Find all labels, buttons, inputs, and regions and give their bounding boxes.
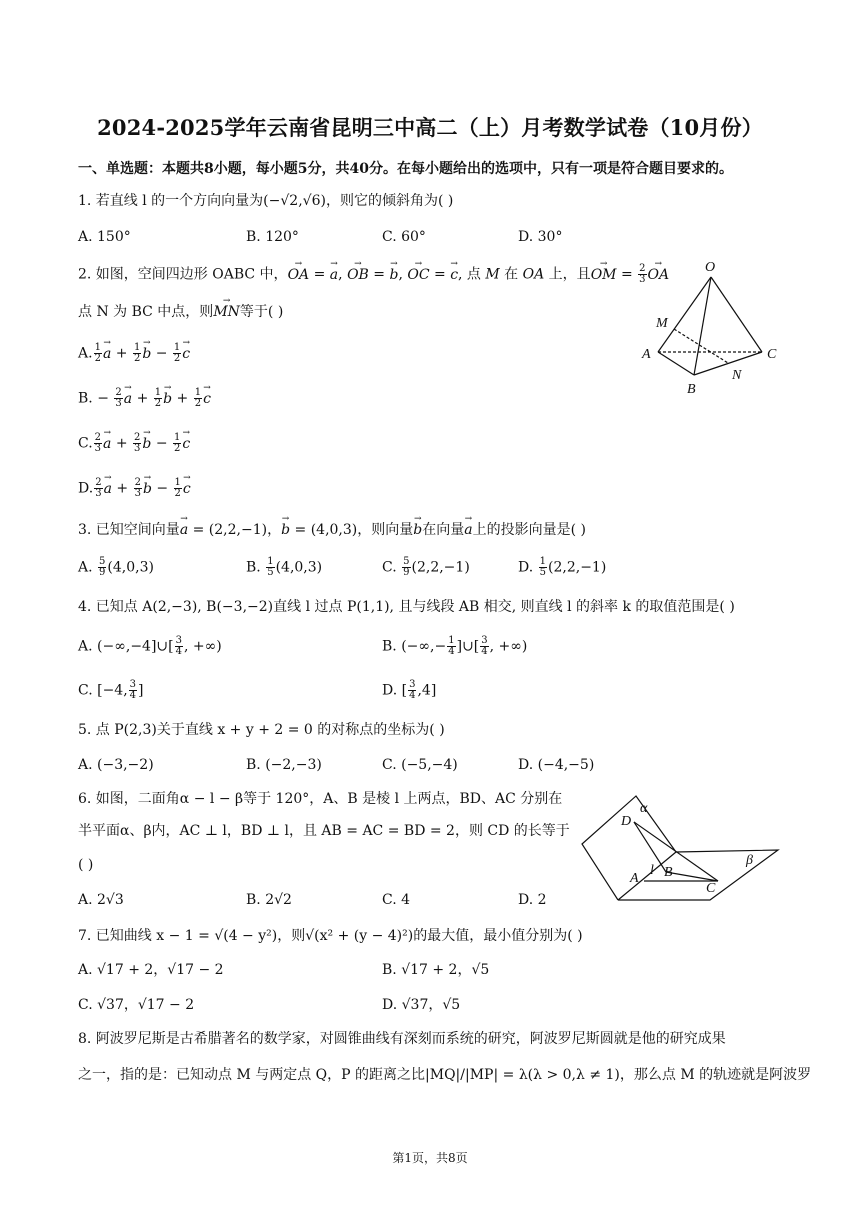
q4-option-b: B. (−∞,− $\frac{1}{4}$ ]∪[ $\frac{3}{4}$ , +∞) xyxy=(382,635,528,657)
q1-option-a: A. 150° xyxy=(78,229,131,245)
q6-dihedral-figure xyxy=(578,792,783,907)
q7-option-a: A. √17 + 2，√17 − 2 xyxy=(78,962,224,978)
q3-option-a: A. $\frac{5}{9}$ (4,0,3) xyxy=(78,556,154,578)
q2-stem-line1: 2. 如图，空间四边形 OABC 中，→ OA = → a, → OB = → b, → OC = → c, 点 M 在 OA 上，且→ OM = $\frac{2}{3}$ → OA xyxy=(78,264,669,285)
q8-stem-line1: 8. 阿波罗尼斯是古希腊著名的数学家，对圆锥曲线有深刻而系统的研究，阿波罗尼斯圆就是他的研究成果 xyxy=(78,1031,726,1047)
q2-stem-line2: 点 N 为 BC 中点，则→ MN等于( ) xyxy=(78,302,283,322)
q6-option-a: A. 2√3 xyxy=(78,892,124,908)
q2-label-c: C xyxy=(767,347,777,362)
q5-option-d: D. (−4,−5) xyxy=(518,757,595,773)
page-title: 2024-2025学年云南省昆明三中高二（上）月考数学试卷（10月份） xyxy=(97,115,763,140)
section-heading: 一、单选题：本题共8小题，每小题5分，共40分。在每小题给出的选项中，只有一项是符合题目要求的。 xyxy=(78,161,733,177)
q2-option-a: A. $\frac{1}{2}$ → a + $\frac{1}{2}$ → b − $\frac{1}{2}$ → c xyxy=(78,343,190,364)
q4-option-a: A. (−∞,−4]∪[ $\frac{3}{4}$ , +∞) xyxy=(78,635,222,657)
q2-option-c: C. $\frac{2}{3}$ → a + $\frac{2}{3}$ → b − $\frac{1}{2}$ → c xyxy=(78,433,190,454)
q5-option-c: C. (−5,−4) xyxy=(382,757,458,773)
q6-label-a: A xyxy=(630,871,639,886)
q6-option-c: C. 4 xyxy=(382,892,411,908)
q2-label-b: B xyxy=(687,382,696,397)
q2-tetrahedron-figure xyxy=(636,255,786,400)
q3-option-d: D. $\frac{1}{5}$ (2,2,−1) xyxy=(518,556,607,578)
q6-label-alpha: α xyxy=(640,801,648,816)
q1-option-c: C. 60° xyxy=(382,229,426,245)
q3-stem: 3. 已知空间向量→ a = (2,2,−1)，→ b = (4,0,3)，则向量→ b在向量→ a上的投影向量是( ) xyxy=(78,520,586,540)
q3-option-c: C. $\frac{5}{9}$ (2,2,−1) xyxy=(382,556,470,578)
q6-label-beta: β xyxy=(746,853,753,868)
q2-label-o: O xyxy=(705,260,716,275)
q5-stem: 5. 点 P(2,3)关于直线 x + y + 2 = 0 的对称点的坐标为( ) xyxy=(78,722,445,738)
q7-option-d: D. √37，√5 xyxy=(382,997,461,1013)
q1-stem: 1. 若直线 l 的一个方向向量为(−√2,√6)，则它的倾斜角为( ) xyxy=(78,193,454,209)
q6-stem-line1: 6. 如图，二面角α − l − β等于 120°，A、B 是棱 l 上两点，BD、AC 分别在 xyxy=(78,791,563,807)
q2-label-n: N xyxy=(732,368,742,383)
q1-option-b: B. 120° xyxy=(246,229,299,245)
q2-label-m: M xyxy=(656,316,668,331)
q7-option-c: C. √37，√17 − 2 xyxy=(78,997,195,1013)
q6-stem-line3: ( ) xyxy=(78,857,94,873)
q7-stem: 7. 已知曲线 x − 1 = √(4 − y²)，则√(x² + (y − 4)²)的最大值，最小值分别为( ) xyxy=(78,928,583,944)
q3-option-b: B. $\frac{1}{5}$ (4,0,3) xyxy=(246,556,323,578)
q5-option-b: B. (−2,−3) xyxy=(246,757,322,773)
q6-label-b: B xyxy=(664,865,673,880)
q6-option-b: B. 2√2 xyxy=(246,892,292,908)
q6-stem-line2: 半平面α、β内，AC ⊥ l，BD ⊥ l，且 AB = AC = BD = 2，则 CD 的长等于 xyxy=(78,823,570,839)
q6-label-l: l xyxy=(650,863,654,878)
q6-option-d: D. 2 xyxy=(518,892,547,908)
q1-option-d: D. 30° xyxy=(518,229,563,245)
q5-option-a: A. (−3,−2) xyxy=(78,757,154,773)
q4-stem: 4. 已知点 A(2,−3), B(−3,−2)直线 l 过点 P(1,1), 且与线段 AB 相交, 则直线 l 的斜率 k 的取值范围是( ) xyxy=(78,599,735,615)
q6-label-c: C xyxy=(706,881,716,896)
q4-option-d: D. [ $\frac{3}{4}$ ,4] xyxy=(382,679,437,701)
page-footer: 第1页，共8页 xyxy=(392,1151,468,1165)
q2-option-d: D. $\frac{2}{3}$ → a + $\frac{2}{3}$ → b − $\frac{1}{2}$ → c xyxy=(78,478,191,499)
q2-label-a: A xyxy=(642,347,651,362)
q4-option-c: C. [−4, $\frac{3}{4}$ ] xyxy=(78,679,144,701)
q7-option-b: B. √17 + 2，√5 xyxy=(382,962,490,978)
q8-stem-line2: 之一，指的是：已知动点 M 与两定点 Q，P 的距离之比|MQ|/|MP| = λ(λ > 0,λ ≠ 1)，那么点 M 的轨迹就是阿波罗 xyxy=(78,1067,812,1083)
q2-option-b: B. − $\frac{2}{3}$ → a + $\frac{1}{2}$ → b + $\frac{1}{2}$ → c xyxy=(78,388,211,409)
q6-label-d: D xyxy=(621,814,632,829)
